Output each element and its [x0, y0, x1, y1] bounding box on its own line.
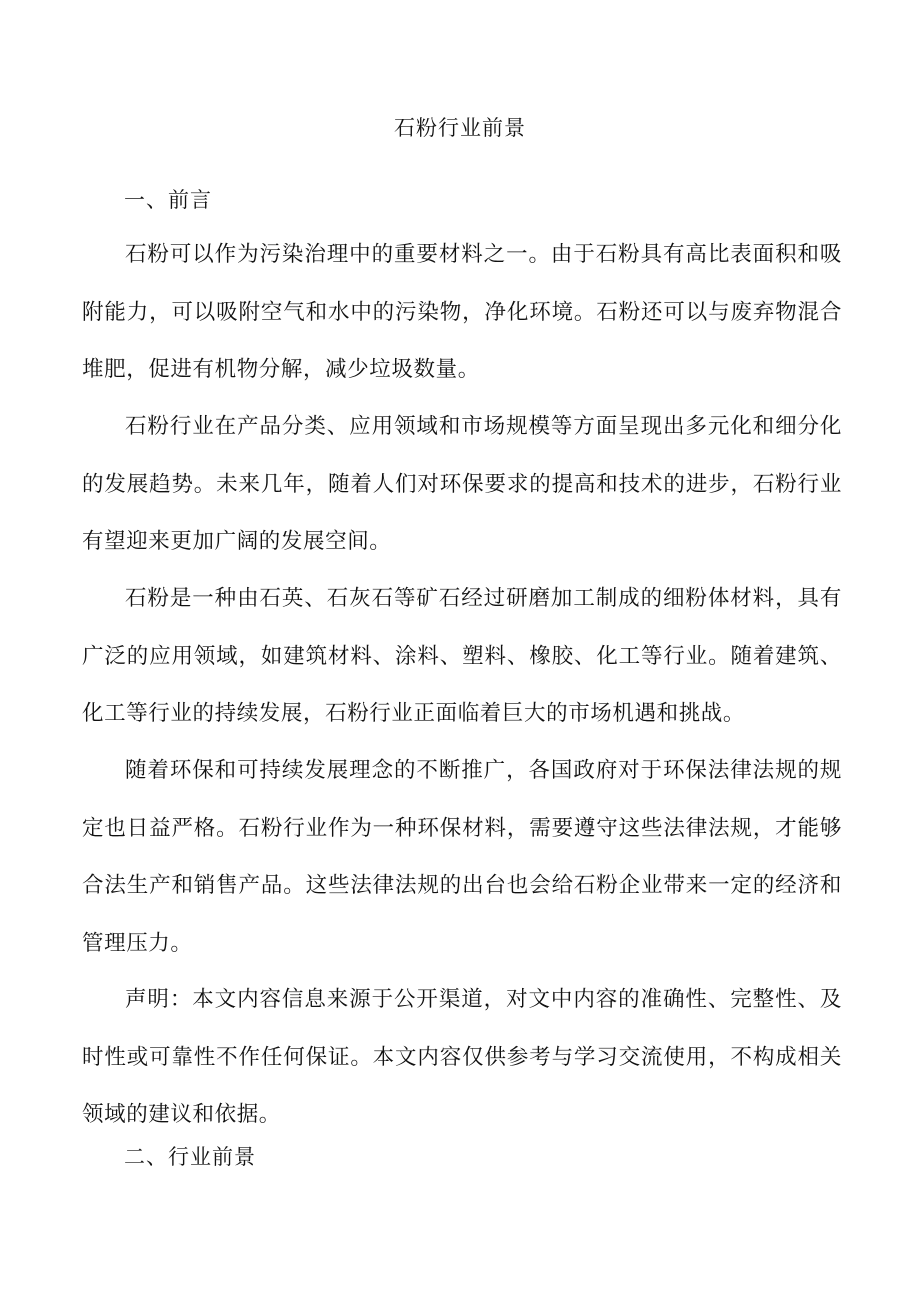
paragraph: 石粉是一种由石英、石灰石等矿石经过研磨加工制成的细粉体材料，具有广泛的应用领域，如建筑材料、涂料、塑料、橡胶、化工等行业。随着建筑、化工等行业的持续发展，石粉行业正面临着巨大的市场机遇和挑战。	[82, 586, 842, 726]
document-title: 石粉行业前景	[394, 116, 526, 140]
section-heading-industry-outlook: 二、行业前景	[124, 1145, 256, 1169]
paragraph: 石粉可以作为污染治理中的重要材料之一。由于石粉具有高比表面积和吸附能力，可以吸附空气和水中的污染物，净化环境。石粉还可以与废弃物混合堆肥，促进有机物分解，减少垃圾数量。	[82, 242, 842, 382]
section-heading-preface: 一、前言	[124, 188, 212, 212]
paragraph: 石粉行业在产品分类、应用领域和市场规模等方面呈现出多元化和细分化的发展趋势。未来几年，随着人们对环保要求的提高和技术的进步，石粉行业有望迎来更加广阔的发展空间。	[82, 414, 842, 554]
paragraph: 随着环保和可持续发展理念的不断推广，各国政府对于环保法律法规的规定也日益严格。石粉行业作为一种环保材料，需要遵守这些法律法规，才能够合法生产和销售产品。这些法律法规的出台也会给石粉企业带来一定的经济和管理压力。	[82, 758, 842, 956]
disclaimer-paragraph: 声明：本文内容信息来源于公开渠道，对文中内容的准确性、完整性、及时性或可靠性不作任何保证。本文内容仅供参考与学习交流使用，不构成相关领域的建议和依据。	[82, 987, 842, 1127]
